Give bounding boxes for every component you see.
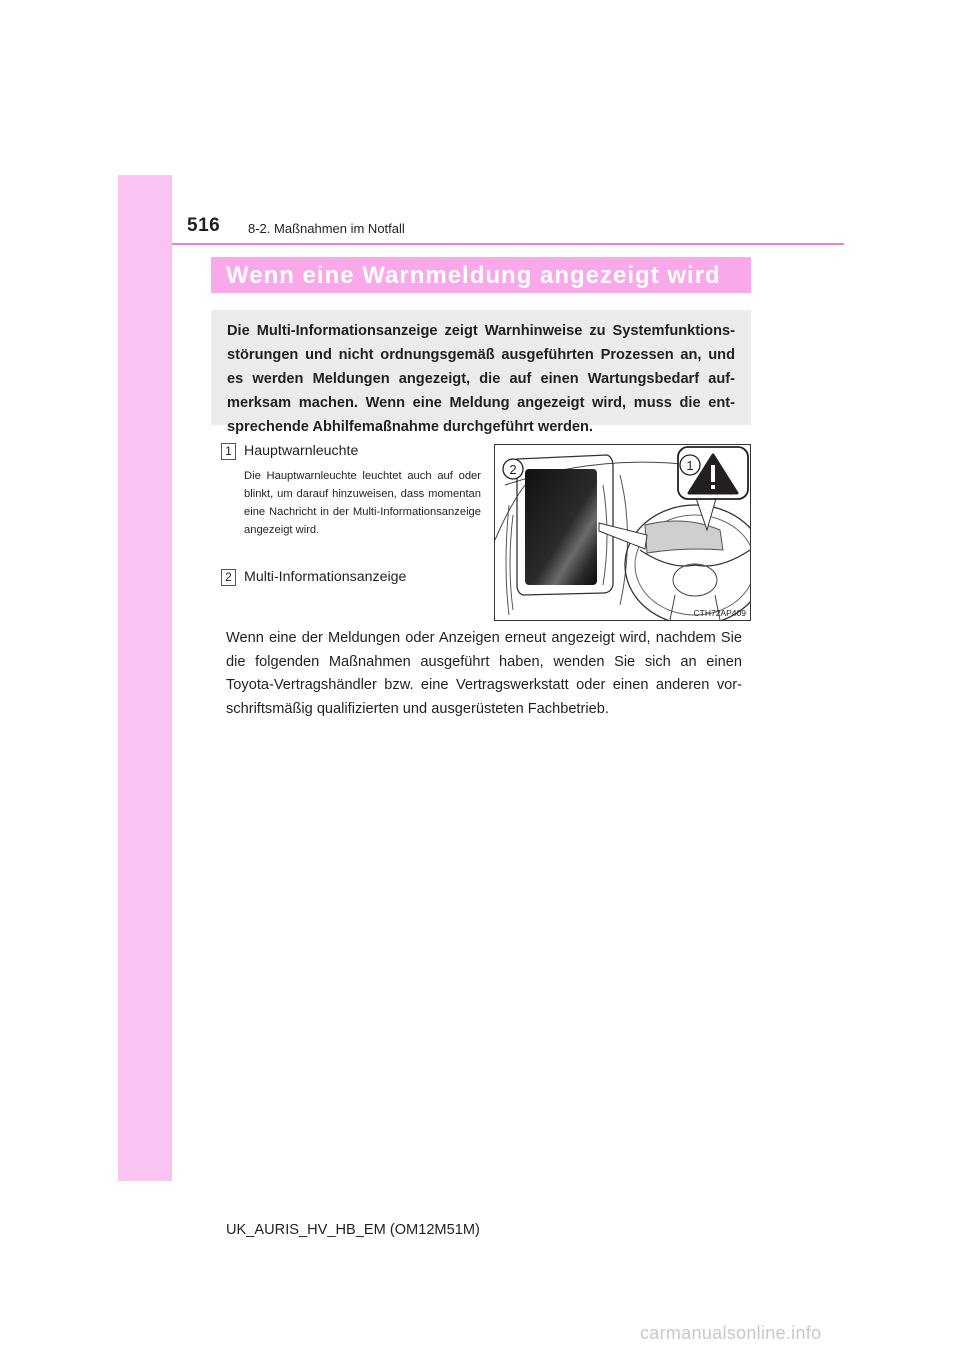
callout-1 — [680, 455, 700, 475]
intro-box — [211, 310, 751, 435]
page-number: 516 — [187, 215, 221, 236]
item-2-number: 2 — [221, 569, 236, 586]
watermark: carmanualsonline.info — [640, 1323, 822, 1343]
header-rule — [172, 243, 844, 245]
title-bar — [211, 257, 751, 293]
item-1-description: Die Hauptwarnleuchte leuchtet auch auf oder blinkt, um darauf hinzuweisen, dass momentan eine Nachricht in der Multi-Informationsanzeige angezeigt wird. — [244, 470, 481, 536]
dashboard-illustration — [494, 444, 751, 621]
body-paragraph: Wenn eine der Meldungen oder Anzeigen erneut angezeigt wird, nachdem Sie die folgenden Maßnahmen ausgeführt haben, wenden Sie sich an einen Toyota-Vertragshändler bzw. eine Vertragswerkstatt oder einen anderen vorschriftsmäßig qualifizierten und ausgerüsteten Fachbetrieb. — [226, 630, 742, 717]
svg-text:2: 2 — [509, 462, 517, 477]
item-2-title: Multi-Informationsanzeige — [244, 569, 407, 585]
footer-model-code: UK_AURIS_HV_HB_EM (OM12M51M) — [226, 1222, 480, 1238]
multi-information-display — [525, 469, 597, 585]
side-band — [118, 175, 172, 1181]
section-reference: 8-2. Maßnahmen im Notfall — [248, 221, 405, 236]
illustration-code: CTH72AP409 — [693, 608, 746, 618]
svg-text:1: 1 — [686, 458, 694, 473]
page-title: Wenn eine Warnmeldung angezeigt wird — [226, 262, 721, 289]
item-1-number: 1 — [221, 443, 236, 460]
callout-2 — [503, 459, 523, 479]
item-1-title: Hauptwarnleuchte — [244, 443, 359, 459]
dashboard-drawing — [495, 445, 751, 621]
intro-text: Die Multi-Informationsanzeige zeigt Warnhinweise zu Systemfunktionsstörungen und nicht ordnungsgemäß ausgeführten Prozessen an, und es werden Meldungen angezeigt, die auf einen Wartungsbedarf aufmerksam machen. Wenn eine Meldung angezeigt wird, muss die entsprechende Abhilfemaßnahme durchgeführt werden. — [227, 323, 735, 435]
